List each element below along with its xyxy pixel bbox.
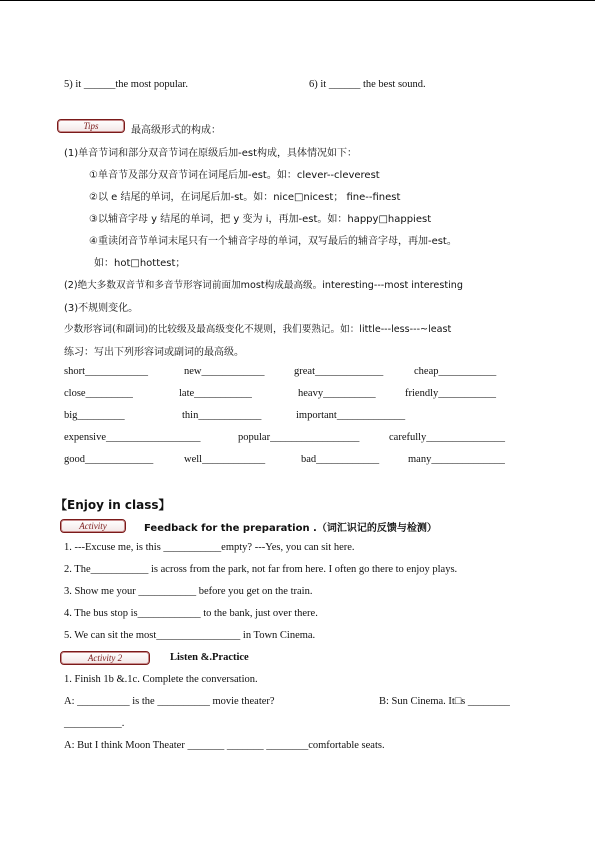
activity-1-badge: Activity — [60, 519, 126, 533]
irregular-note: 少数形容词(和副词)的比较级及最高级变化不规则，我们要熟记。如：little---less---~least — [64, 324, 452, 335]
word-blank: important_____________ — [296, 410, 406, 421]
rule-2: (2)绝大多数双音节和多音节形容词前面加most构成最高级。interesting---most interesting — [64, 280, 463, 291]
activity-2-badge: Activity 2 — [60, 651, 150, 665]
rule-1-d: ④重读闭音节单词末尾只有一个辅音字母的单词，双写最后的辅音字母，再加-est。 — [89, 236, 457, 247]
word-blank: many______________ — [408, 454, 505, 465]
feedback-item: 2. The___________ is across from the park, not far from here. I often go there to enjoy plays. — [64, 564, 458, 575]
word-blank: great_____________ — [294, 366, 384, 377]
dialog-a-line-1: A: __________ is the __________ movie theater? — [64, 696, 275, 707]
word-blank: heavy__________ — [298, 388, 376, 399]
word-blank: good_____________ — [64, 454, 154, 465]
rule-1-b: ②以 e 结尾的单词，在词尾后加-st。如：nice□nicest； fine--finest — [89, 192, 401, 203]
word-blank: bad____________ — [301, 454, 380, 465]
feedback-item: 1. ---Excuse me, is this ___________empty? ---Yes, you can sit here. — [64, 542, 355, 553]
practice-title: 练习：写出下列形容词或副词的最高级。 — [64, 347, 244, 358]
word-blank: carefully_______________ — [389, 432, 506, 443]
rule-1-c: ③以辅音字母 y 结尾的单词，把 y 变为 i，再加-est。如：happy□happiest — [89, 214, 432, 225]
fill-line-5: 5) it ______the most popular. — [64, 79, 188, 90]
activity-2-title: Listen &.Practice — [170, 652, 249, 663]
word-blank: friendly___________ — [405, 388, 496, 399]
rule-1-d-example: 如：hot□hottest； — [94, 258, 186, 269]
feedback-item: 3. Show me your ___________ before you get on the train. — [64, 586, 313, 597]
activity-1-title: Feedback for the preparation .（词汇识记的反馈与检测） — [144, 523, 437, 534]
page-top-border — [0, 0, 595, 1]
tips-badge: Tips — [57, 119, 125, 133]
tips-title: 最高级形式的构成： — [131, 125, 221, 136]
finish-instruction: 1. Finish 1b &.1c. Complete the conversation. — [64, 674, 258, 685]
word-blank: new____________ — [184, 366, 265, 377]
dialog-b-line-1-cont: ___________. — [64, 718, 125, 729]
word-blank: big_________ — [64, 410, 125, 421]
section-heading: 【Enjoy in class】 — [55, 498, 171, 512]
feedback-item: 4. The bus stop is____________ to the bank, just over there. — [64, 608, 318, 619]
feedback-item: 5. We can sit the most________________ in Town Cinema. — [64, 630, 316, 641]
word-blank: cheap___________ — [414, 366, 497, 377]
rule-1-a: ①单音节及部分双音节词在词尾后加-est。如：clever--cleverest — [89, 170, 380, 181]
dialog-b-line-1: B: Sun Cinema. It□s ________ — [379, 696, 510, 707]
word-blank: close_________ — [64, 388, 133, 399]
word-blank: short____________ — [64, 366, 148, 377]
word-blank: late___________ — [179, 388, 252, 399]
rule-1: (1)单音节词和部分双音节词在原级后加-est构成，具体情况如下： — [64, 148, 358, 159]
fill-line-6: 6) it ______ the best sound. — [309, 79, 426, 90]
rule-3: (3)不规则变化。 — [64, 303, 139, 314]
word-blank: well____________ — [184, 454, 266, 465]
word-blank: thin____________ — [182, 410, 262, 421]
dialog-a-line-2: A: But I think Moon Theater _______ _______ ________comfortable seats. — [64, 740, 385, 751]
word-blank: expensive__________________ — [64, 432, 201, 443]
word-blank: popular_________________ — [238, 432, 360, 443]
